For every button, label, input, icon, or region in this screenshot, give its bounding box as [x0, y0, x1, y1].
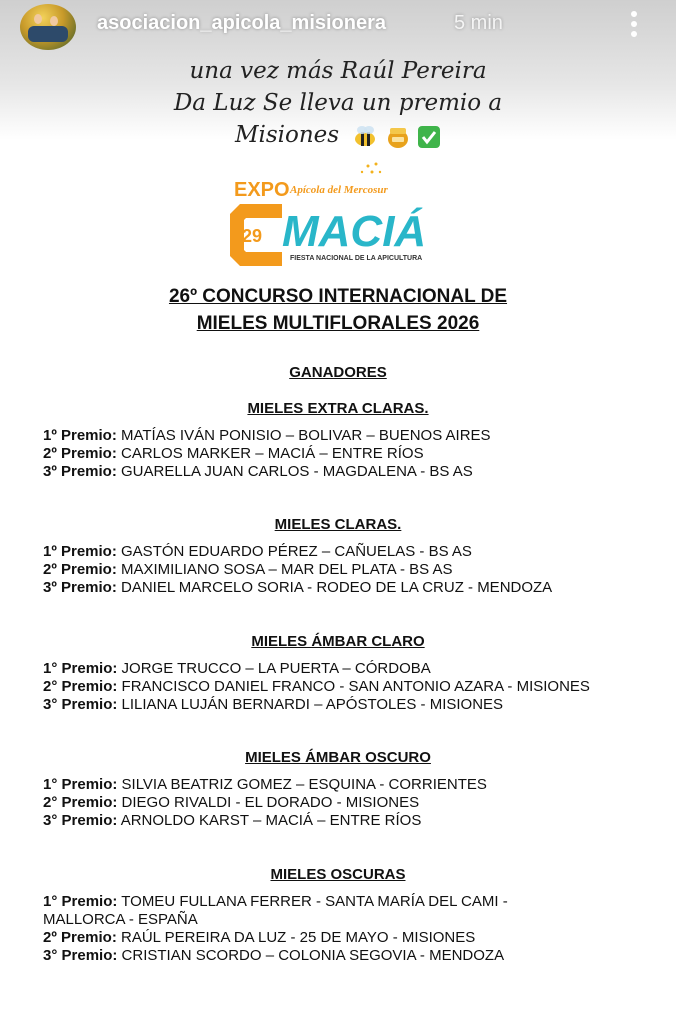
story-header [0, 0, 676, 48]
prize-winner: JORGE TRUCCO – LA PUERTA – CÓRDOBA [117, 660, 431, 677]
category-heading: MIELES ÁMBAR CLARO [251, 633, 425, 650]
contest-title-line-1: 26º CONCURSO INTERNACIONAL DE [168, 286, 508, 307]
prize-line [43, 463, 473, 481]
prize-label: 2° Premio: [43, 794, 118, 811]
prize-winner: CARLOS MARKER – MACIÁ – ENTRE RÍOS [116, 445, 424, 462]
prize-line [43, 678, 590, 696]
caption-emojis [352, 120, 441, 152]
prize-line [43, 561, 453, 579]
bee-icon [352, 125, 378, 149]
logo-subtitle: Apícola del Mercosur [290, 184, 388, 196]
prize-winner: DANIEL MARCELO SORIA - RODEO DE LA CRUZ - MENDOZA [116, 579, 553, 596]
prize-label: 3º Premio: [43, 579, 117, 596]
prize-winner: GUARELLA JUAN CARLOS - MAGDALENA - BS AS [116, 463, 473, 480]
honey-pot-icon [386, 125, 410, 149]
prize-label: 2° Premio: [43, 678, 118, 695]
prize-winner: DIEGO RIVALDI - EL DORADO - MISIONES [117, 794, 420, 811]
prize-winner: RAÚL PEREIRA DA LUZ - 25 DE MAYO - MISIONES [116, 929, 476, 946]
prize-line [43, 579, 552, 597]
prize-label: 2º Premio: [43, 445, 117, 462]
caption-line-2: Da Luz Se lleva un premio a [173, 90, 503, 116]
caption-line-3-text: Misiones [234, 122, 340, 148]
prize-winner: CRISTIAN SCORDO – COLONIA SEGOVIA - MENDOZA [117, 947, 505, 964]
time-ago: 5 min [454, 12, 503, 34]
prize-line [43, 794, 419, 812]
more-options-icon[interactable] [624, 8, 644, 40]
prize-label: 2º Premio: [43, 929, 117, 946]
prize-label: 1° Premio: [43, 660, 118, 677]
prize-winner: FRANCISCO DANIEL FRANCO - SAN ANTONIO AZARA - MISIONES [117, 678, 590, 695]
prize-line [43, 543, 472, 561]
category-heading: MIELES EXTRA CLARAS. [247, 400, 429, 417]
prize-line [43, 893, 508, 911]
prize-line [43, 929, 475, 947]
prize-line [43, 660, 431, 678]
check-mark-icon [417, 125, 441, 149]
prize-line [43, 427, 491, 445]
prize-label: 1° Premio: [43, 893, 118, 910]
prize-label: 1º Premio: [43, 543, 117, 560]
username[interactable]: asociacion_apicola_misionera [97, 12, 387, 34]
prize-line-continuation: MALLORCA - ESPAÑA [43, 911, 198, 928]
prize-label: 3º Premio: [43, 463, 117, 480]
caption-line-1: una vez más Raúl Pereira [189, 58, 487, 84]
category-heading: MIELES ÁMBAR OSCURO [245, 749, 431, 766]
prize-label: 2º Premio: [43, 561, 117, 578]
winners-heading: GANADORES [289, 364, 387, 381]
logo-sparkles [361, 163, 381, 174]
prize-winner: SILVIA BEATRIZ GOMEZ – ESQUINA - CORRIENTES [117, 776, 487, 793]
prize-line [43, 776, 487, 794]
avatar[interactable] [20, 4, 76, 50]
prize-winner: ARNOLDO KARST – MACIÁ – ENTRE RÍOS [117, 812, 422, 829]
prize-winner: MAXIMILIANO SOSA – MAR DEL PLATA - BS AS [116, 561, 453, 578]
prize-winner: GASTÓN EDUARDO PÉREZ – CAÑUELAS - BS AS [116, 543, 472, 560]
prize-label: 3° Premio: [43, 947, 118, 964]
prize-label: 1° Premio: [43, 776, 118, 793]
prize-winner: LILIANA LUJÁN BERNARDI – APÓSTOLES - MISIONES [117, 696, 504, 713]
prize-line [43, 947, 504, 965]
logo-name: MACIÁ [282, 207, 427, 256]
story-caption [120, 55, 556, 152]
prize-line [43, 696, 503, 714]
prize-label: 3° Premio: [43, 696, 118, 713]
prize-label: 3° Premio: [43, 812, 118, 829]
prize-line [43, 445, 424, 463]
prize-winner: TOMEU FULLANA FERRER - SANTA MARÍA DEL CAMI - [117, 893, 508, 910]
logo-tagline: FIESTA NACIONAL DE LA APICULTURA [290, 255, 423, 262]
caption-line-3 [120, 119, 556, 152]
prize-winner: MATÍAS IVÁN PONISIO – BOLIVAR – BUENOS AIRES [116, 427, 491, 444]
prize-line [43, 812, 421, 830]
logo-number: 29 [242, 226, 263, 246]
category-heading: MIELES OSCURAS [270, 866, 406, 883]
logo-expo: EXPO [234, 179, 290, 201]
prize-label: 1º Premio: [43, 427, 117, 444]
contest-title-line-2: MIELES MULTIFLORALES 2026 [196, 313, 480, 334]
expo-macia-logo [220, 160, 460, 270]
category-heading: MIELES CLARAS. [274, 516, 402, 533]
